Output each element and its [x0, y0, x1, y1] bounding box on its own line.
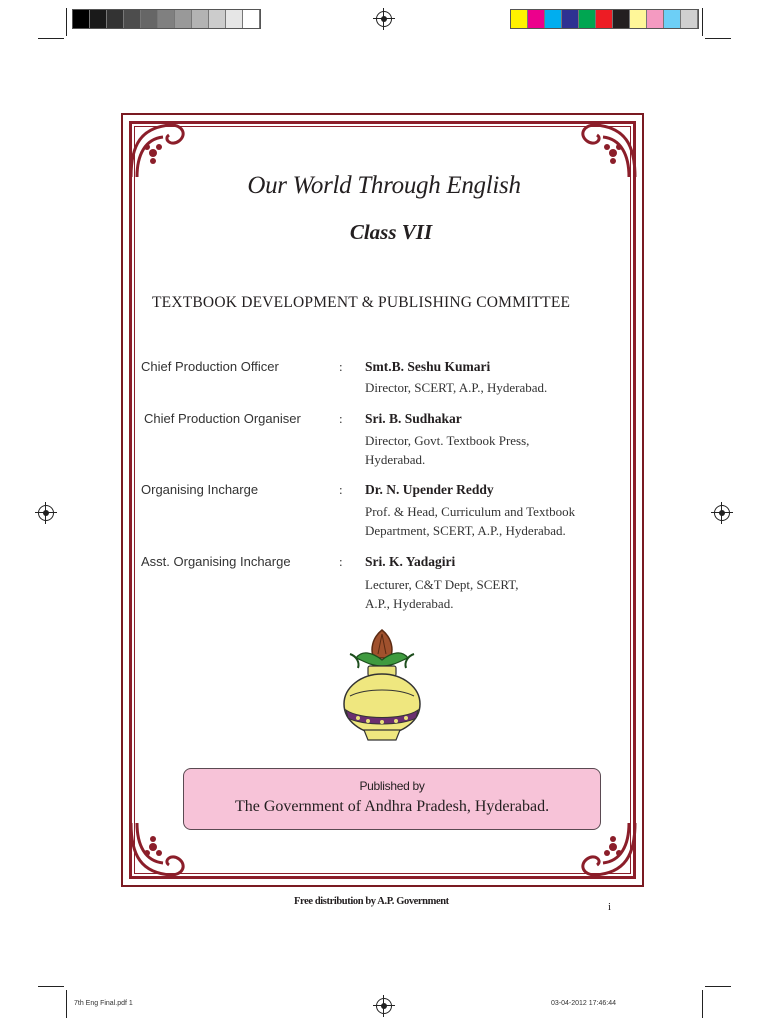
color-swatch	[226, 10, 243, 28]
crop-mark	[705, 38, 731, 39]
crop-mark	[38, 986, 64, 987]
member-name: Sri. K. Yadagiri	[365, 554, 456, 569]
member-role: Organising Incharge	[141, 482, 259, 497]
registration-mark-icon	[376, 11, 392, 27]
member-name: Smt.B. Seshu Kumari	[365, 359, 491, 374]
member-description: Department, SCERT, A.P., Hyderabad.	[365, 523, 566, 538]
color-swatch	[664, 10, 681, 28]
free-distribution-note: Free distribution by A.P. Government	[294, 896, 449, 907]
member-role: Chief Production Organiser	[144, 411, 301, 426]
crop-mark	[66, 990, 67, 1018]
file-slug: 7th Eng Final.pdf 1	[74, 1000, 133, 1007]
color-swatch	[192, 10, 209, 28]
color-swatch	[141, 10, 158, 28]
color-swatch	[107, 10, 124, 28]
grayscale-color-bar	[72, 9, 261, 29]
color-swatch	[124, 10, 141, 28]
color-swatch	[562, 10, 579, 28]
crop-mark	[702, 990, 703, 1018]
color-swatch	[209, 10, 226, 28]
separator-colon: :	[339, 554, 343, 569]
color-swatch	[73, 10, 90, 28]
color-swatch	[596, 10, 613, 28]
member-name: Dr. N. Upender Reddy	[365, 482, 494, 497]
color-swatch	[579, 10, 596, 28]
purnakumbham-emblem-icon	[336, 626, 428, 746]
color-swatch	[545, 10, 562, 28]
member-description: Prof. & Head, Curriculum and Textbook	[365, 504, 576, 519]
color-swatch	[243, 10, 260, 28]
member-name: Sri. B. Sudhakar	[365, 411, 462, 426]
separator-colon: :	[339, 482, 343, 497]
corner-ornament-icon	[123, 815, 193, 885]
registration-mark-icon	[376, 998, 392, 1014]
color-swatch	[647, 10, 664, 28]
publisher-box	[183, 768, 601, 830]
color-swatch	[511, 10, 528, 28]
color-swatch	[158, 10, 175, 28]
crop-mark	[705, 986, 731, 987]
process-color-bar	[510, 9, 699, 29]
color-swatch	[630, 10, 647, 28]
member-description: Hyderabad.	[365, 452, 426, 467]
class-subtitle: Class VII	[349, 220, 433, 244]
member-description: Director, SCERT, A.P., Hyderabad.	[365, 380, 548, 395]
color-swatch	[90, 10, 107, 28]
registration-mark-icon	[38, 505, 54, 521]
committee-heading: TEXTBOOK DEVELOPMENT & PUBLISHING COMMITTEE	[152, 294, 571, 311]
date-slug: 03-04-2012 17:46:44	[551, 1000, 616, 1007]
crop-mark	[702, 8, 703, 36]
color-swatch	[528, 10, 545, 28]
registration-mark-icon	[714, 505, 730, 521]
color-swatch	[613, 10, 630, 28]
member-description: A.P., Hyderabad.	[365, 596, 454, 611]
crop-mark	[66, 8, 67, 36]
published-by-label: Published by	[359, 779, 425, 793]
color-swatch	[681, 10, 698, 28]
page-number: i	[608, 901, 612, 913]
member-role: Asst. Organising Incharge	[141, 554, 291, 569]
publisher-name: The Government of Andhra Pradesh, Hyderabad.	[234, 798, 550, 815]
separator-colon: :	[339, 411, 343, 426]
member-description: Lecturer, C&T Dept, SCERT,	[365, 577, 519, 592]
member-role: Chief Production Officer	[141, 359, 279, 374]
crop-mark	[38, 38, 64, 39]
book-title: Our World Through English	[247, 172, 521, 199]
color-swatch	[175, 10, 192, 28]
separator-colon: :	[339, 359, 343, 374]
member-description: Director, Govt. Textbook Press,	[365, 433, 530, 448]
